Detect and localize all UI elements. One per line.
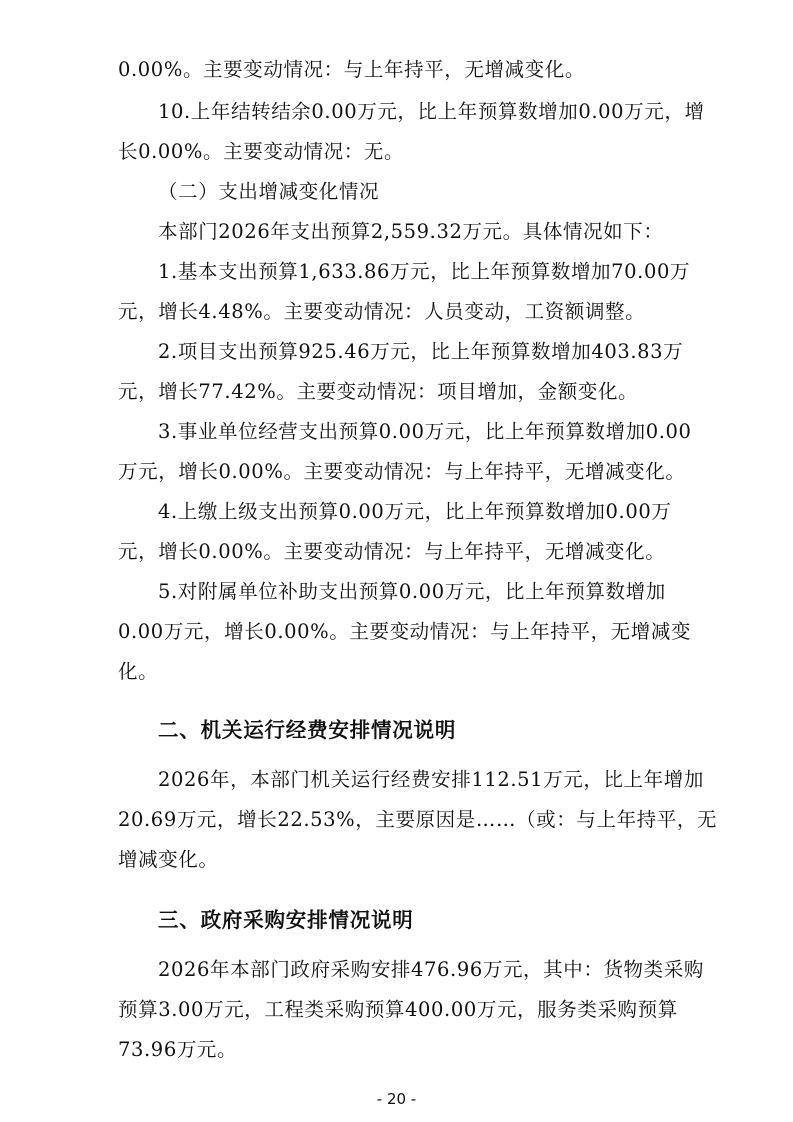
paragraph-line: 1.基本支出预算1,633.86万元，比上年预算数增加70.00万 (158, 260, 691, 283)
subsection-title: （二）支出增减变化情况 (158, 180, 380, 203)
paragraph-line: 0.00万元，增长0.00%。主要变动情况：与上年持平，无增减变 (118, 620, 692, 643)
paragraph-line: 4.上缴上级支出预算0.00万元，比上年预算数增加0.00万 (158, 500, 672, 523)
section-heading: 三、政府采购安排情况说明 (158, 908, 414, 932)
paragraph-line: 本部门2026年支出预算2,559.32万元。具体情况如下： (158, 220, 664, 243)
paragraph-line: 增减变化。 (118, 848, 219, 871)
page-number: - 20 - (376, 1090, 417, 1108)
paragraph-line: 元，增长77.42%。主要变动情况：项目增加，金额变化。 (118, 380, 639, 403)
paragraph-line: 2026年，本部门机关运行经费安排112.51万元，比上年增加 (158, 768, 704, 791)
paragraph-line: 万元，增长0.00%。主要变动情况：与上年持平，无增减变化。 (118, 460, 686, 483)
paragraph-line: 预算3.00万元，工程类采购预算400.00万元，服务类采购预算 (118, 998, 678, 1021)
paragraph-line: 元，增长4.48%。主要变动情况：人员变动，工资额调整。 (118, 300, 646, 323)
paragraph-line: 元，增长0.00%。主要变动情况：与上年持平，无增减变化。 (118, 540, 666, 563)
paragraph-line: 化。 (118, 660, 159, 683)
paragraph-line: 5.对附属单位补助支出预算0.00万元，比上年预算数增加 (158, 580, 666, 603)
paragraph-line: 长0.00%。主要变动情况：无。 (118, 140, 405, 163)
paragraph-line: 73.96万元。 (118, 1038, 238, 1061)
paragraph-line: 0.00%。主要变动情况：与上年持平，无增减变化。 (118, 58, 585, 81)
paragraph-line: 10.上年结转结余0.00万元，比上年预算数增加0.00万元，增 (158, 100, 705, 123)
paragraph-line: 2.项目支出预算925.46万元，比上年预算数增加403.83万 (158, 340, 684, 363)
section-heading: 二、机关运行经费安排情况说明 (158, 718, 457, 742)
paragraph-line: 20.69万元，增长22.53%，主要原因是……（或：与上年持平，无 (118, 808, 718, 831)
paragraph-line: 2026年本部门政府采购安排476.96万元，其中：货物类采购 (158, 958, 704, 981)
paragraph-line: 3.事业单位经营支出预算0.00万元，比上年预算数增加0.00 (158, 420, 692, 443)
